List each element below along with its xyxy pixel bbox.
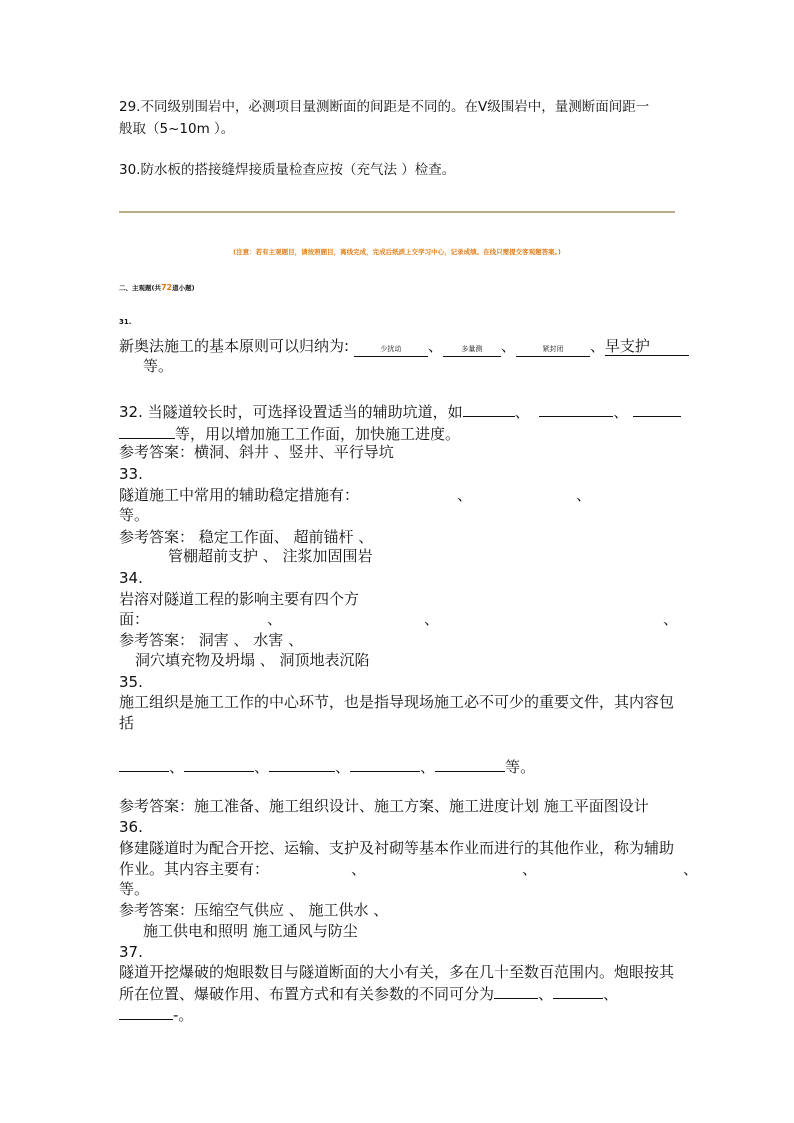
q31-blank-2: 多量测 — [443, 343, 501, 357]
q31-sep: 、 — [500, 337, 516, 355]
q31-blank-1: 少扰动 — [354, 343, 428, 357]
divider — [119, 211, 675, 213]
q29-line-2: 般取（5~10m ）。 — [119, 121, 235, 137]
q32-blank-3b — [119, 423, 175, 439]
section-heading — [119, 283, 195, 292]
q35-blank-2 — [184, 756, 254, 772]
q29-line-1: 29.不同级别围岩中，必测项目量测断面的间距是不同的。在Ⅴ级围岩中，量测断面间距一 — [119, 99, 650, 115]
section-prefix: 二、主观题(共 — [119, 284, 161, 292]
q36-line-2 — [119, 859, 698, 879]
q37-blank-1 — [494, 983, 538, 999]
q32-sep: 、 — [613, 403, 629, 421]
q32-blank-3a — [633, 401, 681, 417]
q36-stem-1: 修建隧道时为配合开挖、运输、支护及衬砌等基本作业而进行的其他作业，称为辅助 — [119, 839, 675, 857]
q34-number: 34. — [119, 569, 143, 587]
q37-stem-1: 隧道开挖爆破的炮眼数目与隧道断面的大小有关，多在几十至数百范围内。炮眼按其 — [119, 963, 675, 981]
q34-line-2 — [119, 609, 678, 629]
q32-line-1 — [119, 401, 681, 422]
q33-number: 33. — [119, 465, 143, 483]
q32-line-2-text: 等，用以增加施工工作面，加快施工进度。 — [175, 425, 461, 443]
q35-stem-2: 括 — [119, 714, 135, 732]
q37-blank-2 — [553, 983, 603, 999]
q32-blank-2 — [539, 401, 613, 417]
q35-end: 等。 — [505, 758, 536, 776]
q35-sep: 、 — [420, 758, 436, 776]
q36-sep: 、 — [522, 860, 538, 878]
q31-blank-4: 早支护 — [605, 338, 689, 356]
q33-sep: 、 — [576, 486, 592, 504]
q31-sep: 、 — [589, 337, 605, 355]
q37-line-2 — [119, 983, 618, 1004]
q37-end: -。 — [173, 1006, 194, 1024]
q36-answer-1: 参考答案：压缩空气供应 、 施工供水 、 — [119, 901, 389, 919]
q31-stem: 新奥法施工的基本原则可以归纳为: — [119, 337, 350, 355]
q36-answer-2: 施工供电和照明 施工通风与防尘 — [143, 922, 358, 940]
q34-answer-2: 洞穴填充物及坍塌 、 洞顶地表沉陷 — [135, 651, 370, 669]
q32-sep: 、 — [514, 403, 530, 421]
q30-text: 30.防水板的搭接缝焊接质量检查应按（充气法 ）检查。 — [119, 162, 456, 178]
q32-blank-1 — [463, 401, 515, 417]
q33-end: 等。 — [119, 506, 150, 524]
q37-sep: 、 — [603, 985, 619, 1003]
q35-stem-1: 施工组织是施工工作的中心环节，也是指导现场施工必不可少的重要文件，其内容包 — [119, 693, 675, 711]
q33-answer-1: 参考答案： 稳定工作面、 超前锚杆 、 — [119, 528, 374, 546]
q31-blank-3: 紧封闭 — [516, 343, 590, 357]
q34-answer-1: 参考答案： 洞害 、 水害 、 — [119, 631, 304, 649]
q36-end: 等。 — [119, 880, 150, 898]
q35-blank-4 — [350, 756, 420, 772]
q33-answer-2: 管棚超前支护 、 注浆加固围岩 — [168, 547, 373, 565]
q35-sep: 、 — [169, 758, 185, 776]
q37-stem-2: 所在位置、爆破作用、布置方式和有关参数的不同可分为 — [119, 985, 495, 1003]
q37-blank-3 — [119, 1004, 173, 1020]
notice-text: (注意：若有主观题目，请按照题目，离线完成，完成后纸质上交学习中心，记录成绩。在线只需提交客观题答案。) — [233, 248, 561, 256]
q35-sep: 、 — [335, 758, 351, 776]
q34-sep: 、 — [424, 610, 440, 628]
q31-end: 等。 — [143, 357, 174, 375]
q32-answer: 参考答案：横洞、斜井 、竖井、平行导坑 — [119, 443, 394, 461]
q37-line-3 — [119, 1004, 193, 1025]
q35-sep: 、 — [254, 758, 270, 776]
q35-blank-1 — [119, 756, 169, 772]
section-suffix: 道小题) — [172, 284, 195, 292]
q32-line-2 — [119, 423, 460, 444]
q35-answer: 参考答案：施工准备、施工组织设计、施工方案、施工进度计划 施工平面图设计 — [119, 797, 649, 815]
q34-sep: 、 — [267, 610, 283, 628]
q31-sep: 、 — [427, 337, 443, 355]
q36-sep: 、 — [683, 860, 699, 878]
q36-sep: 、 — [351, 860, 367, 878]
q36-number: 36. — [119, 818, 143, 836]
q36-stem-2: 作业。其内容主要有： — [119, 860, 270, 878]
q37-sep: 、 — [538, 985, 554, 1003]
q33-sep: 、 — [457, 486, 473, 504]
q35-blanks-line — [119, 756, 535, 777]
q34-sep: 、 — [663, 610, 679, 628]
q37-number: 37. — [119, 943, 143, 961]
q31-number: 31. — [119, 318, 132, 326]
q35-blank-5 — [435, 756, 505, 772]
q35-blank-3 — [269, 756, 335, 772]
q33-line-1 — [119, 485, 591, 505]
q34-stem-2: 面： — [119, 610, 150, 628]
q32-stem: 32. 当隧道较长时，可选择设置适当的辅助坑道，如 — [119, 403, 463, 421]
q35-number: 35. — [119, 673, 143, 691]
q31-line-1 — [119, 336, 689, 357]
section-count: 72 — [160, 283, 173, 292]
q34-stem-1: 岩溶对隧道工程的影响主要有四个方 — [119, 590, 360, 608]
q33-stem: 隧道施工中常用的辅助稳定措施有： — [119, 486, 360, 504]
